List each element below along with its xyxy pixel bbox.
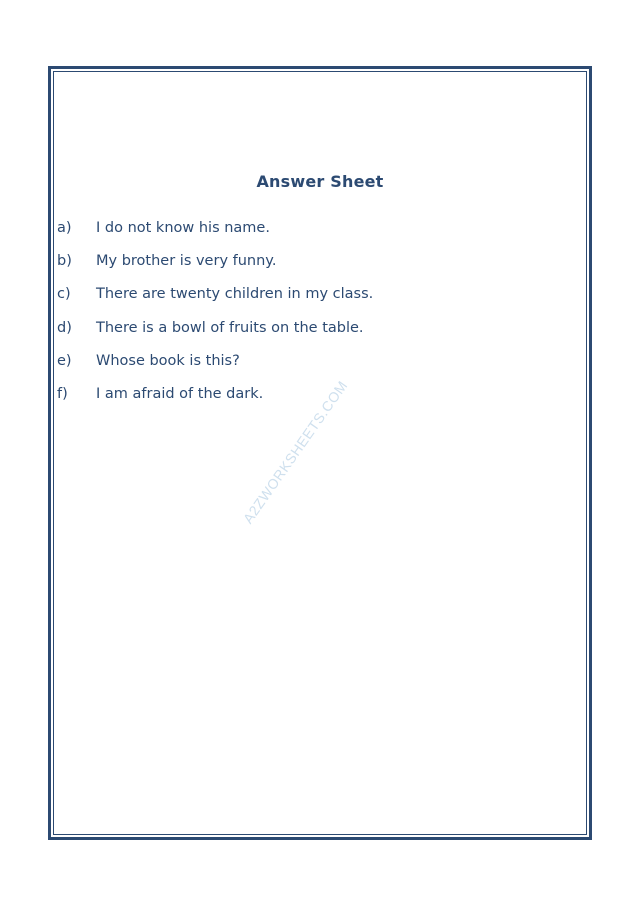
page-title: Answer Sheet (256, 172, 384, 191)
answer-text: My brother is very funny. (96, 253, 277, 270)
answer-marker: a) (57, 220, 72, 236)
answer-marker: b) (57, 253, 72, 270)
answer-marker: f) (57, 385, 68, 402)
answer-marker: c) (57, 286, 71, 303)
watermark: A2ZWORKSHEETS.COM (239, 377, 351, 527)
answer-text: There is a bowl of fruits on the table. (96, 319, 364, 336)
answer-marker: d) (57, 319, 72, 336)
answer-text: Whose book is this? (96, 352, 240, 369)
answer-marker: e) (57, 352, 72, 369)
answer-text: I do not know his name. (96, 220, 270, 236)
answer-text: There are twenty children in my class. (96, 286, 374, 303)
answer-text: I am afraid of the dark. (96, 385, 264, 402)
